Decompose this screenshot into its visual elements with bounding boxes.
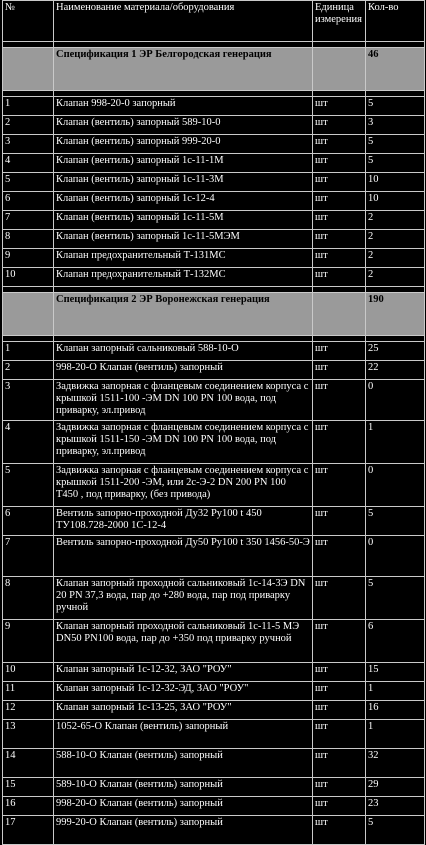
row-name: Вентиль запорно-проходной Ду50 Ру100 t 350 1456-50-Э	[54, 536, 313, 577]
row-num: 5	[3, 464, 54, 507]
row-name: Клапан запорный проходной сальниковый 1с-11-5 МЭ DN50 PN100 вода, пар до +350 под приварку ручной	[54, 620, 313, 663]
row-num: 11	[3, 682, 54, 701]
section-unit-cell	[313, 293, 366, 336]
row-num: 10	[3, 663, 54, 682]
row-qty: 1	[366, 720, 425, 749]
row-name: Клапан (вентиль) запорный 1с-11-3М	[54, 173, 313, 192]
row-num: 3	[3, 380, 54, 421]
table-row	[3, 211, 425, 230]
row-qty: 16	[366, 701, 425, 720]
row-qty: 25	[366, 342, 425, 361]
row-qty: 10	[366, 192, 425, 211]
row-name: 589-10-О Клапан (вентиль) запорный	[54, 778, 313, 797]
table-row	[3, 682, 425, 701]
row-qty: 5	[366, 507, 425, 536]
section-num-cell	[3, 48, 54, 91]
row-unit: шт	[313, 173, 366, 192]
row-num: 6	[3, 192, 54, 211]
row-qty: 10	[366, 173, 425, 192]
table-row	[3, 173, 425, 192]
table-row	[3, 268, 425, 287]
row-name: Клапан (вентиль) запорный 999-20-0	[54, 135, 313, 154]
row-num: 14	[3, 749, 54, 778]
row-qty: 15	[366, 663, 425, 682]
table-header-row	[3, 1, 425, 42]
row-name: Клапан 998-20-0 запорный	[54, 97, 313, 116]
row-num: 2	[3, 361, 54, 380]
row-unit: шт	[313, 154, 366, 173]
row-qty: 29	[366, 778, 425, 797]
row-unit: шт	[313, 268, 366, 287]
header-unit: Единица измерения	[313, 1, 366, 42]
row-num: 15	[3, 778, 54, 797]
row-unit: шт	[313, 211, 366, 230]
row-num: 10	[3, 268, 54, 287]
header-num: №	[3, 1, 54, 42]
row-qty: 5	[366, 154, 425, 173]
row-unit: шт	[313, 577, 366, 620]
row-qty: 32	[366, 749, 425, 778]
row-num: 12	[3, 701, 54, 720]
table-row	[3, 421, 425, 464]
table-row	[3, 620, 425, 663]
row-qty: 2	[366, 249, 425, 268]
row-unit: шт	[313, 536, 366, 577]
section-num-cell	[3, 293, 54, 336]
row-num: 4	[3, 154, 54, 173]
row-unit: шт	[313, 749, 366, 778]
row-num: 3	[3, 135, 54, 154]
row-unit: шт	[313, 682, 366, 701]
row-num: 13	[3, 720, 54, 749]
row-num: 1	[3, 97, 54, 116]
table-row	[3, 192, 425, 211]
row-name: Клапан (вентиль) запорный 1с-11-5М	[54, 211, 313, 230]
row-qty: 1	[366, 421, 425, 464]
row-qty: 5	[366, 816, 425, 845]
row-name: Клапан запорный сальниковый 588-10-О	[54, 342, 313, 361]
row-name: 1052-65-О Клапан (вентиль) запорный	[54, 720, 313, 749]
row-unit: шт	[313, 720, 366, 749]
table-row	[3, 464, 425, 507]
row-qty: 3	[366, 116, 425, 135]
row-name: Клапан запорный 1с-12-32, ЗАО "РОУ"	[54, 663, 313, 682]
section-title: Спецификация 2 ЭР Воронежская генерация	[54, 293, 313, 336]
row-unit: шт	[313, 620, 366, 663]
row-name: Клапан предохранительный Т-132МС	[54, 268, 313, 287]
row-unit: шт	[313, 192, 366, 211]
row-qty: 2	[366, 211, 425, 230]
row-unit: шт	[313, 116, 366, 135]
row-name: 588-10-О Клапан (вентиль) запорный	[54, 749, 313, 778]
row-name: 999-20-О Клапан (вентиль) запорный	[54, 816, 313, 845]
row-name: Клапан (вентиль) запорный 589-10-0	[54, 116, 313, 135]
row-name: Задвижка запорная с фланцевым соединением корпуса с крышкой 1511-200 -ЭМ, или 2с-Э-2 DN 200 PN 100 Т450 , под приварку, (без привода)	[54, 464, 313, 507]
table-row	[3, 816, 425, 845]
row-num: 7	[3, 536, 54, 577]
row-name: Вентиль запорно-проходной Ду32 Ру100 t 450 ТУ108.728-2000 1С-12-4	[54, 507, 313, 536]
row-num: 8	[3, 230, 54, 249]
table-row	[3, 507, 425, 536]
spec-table-container	[2, 0, 424, 845]
row-unit: шт	[313, 663, 366, 682]
row-qty: 0	[366, 380, 425, 421]
row-unit: шт	[313, 816, 366, 845]
row-num: 9	[3, 249, 54, 268]
specification-table	[2, 0, 425, 845]
header-name: Наименование материала/оборудования	[54, 1, 313, 42]
row-qty: 23	[366, 797, 425, 816]
row-name: Клапан запорный проходной сальниковый 1с-14-3Э DN 20 PN 37,3 вода, пар до +280 вода, пар под приварку ручной	[54, 577, 313, 620]
section-header-row	[3, 48, 425, 91]
row-name: Клапан запорный 1с-13-25, ЗАО "РОУ"	[54, 701, 313, 720]
row-qty: 2	[366, 230, 425, 249]
table-row	[3, 749, 425, 778]
row-num: 1	[3, 342, 54, 361]
row-unit: шт	[313, 97, 366, 116]
table-row	[3, 577, 425, 620]
section-unit-cell	[313, 48, 366, 91]
row-name: Клапан запорный 1с-12-32-ЭД, ЗАО "РОУ"	[54, 682, 313, 701]
table-row	[3, 536, 425, 577]
row-unit: шт	[313, 342, 366, 361]
row-num: 7	[3, 211, 54, 230]
row-qty: 2	[366, 268, 425, 287]
row-unit: шт	[313, 701, 366, 720]
row-qty: 0	[366, 536, 425, 577]
table-row	[3, 342, 425, 361]
row-unit: шт	[313, 797, 366, 816]
row-unit: шт	[313, 507, 366, 536]
row-num: 9	[3, 620, 54, 663]
row-num: 8	[3, 577, 54, 620]
row-unit: шт	[313, 361, 366, 380]
row-qty: 5	[366, 97, 425, 116]
table-row	[3, 663, 425, 682]
row-num: 5	[3, 173, 54, 192]
row-unit: шт	[313, 421, 366, 464]
row-name: Задвижка запорная с фланцевым соединением корпуса с крышкой 1511-150 -ЭМ DN 100 PN 100 вода, под приварку, эл.привод	[54, 421, 313, 464]
row-qty: 1	[366, 682, 425, 701]
section-title: Спецификация 1 ЭР Белгородская генерация	[54, 48, 313, 91]
row-qty: 5	[366, 577, 425, 620]
row-num: 6	[3, 507, 54, 536]
row-unit: шт	[313, 380, 366, 421]
table-row	[3, 380, 425, 421]
row-unit: шт	[313, 135, 366, 154]
row-num: 2	[3, 116, 54, 135]
section-total: 46	[366, 48, 425, 91]
row-unit: шт	[313, 230, 366, 249]
row-name: Клапан (вентиль) запорный 1с-11-1М	[54, 154, 313, 173]
row-num: 4	[3, 421, 54, 464]
table-row	[3, 701, 425, 720]
table-row	[3, 116, 425, 135]
table-row	[3, 154, 425, 173]
section-header-row	[3, 293, 425, 336]
row-qty: 0	[366, 464, 425, 507]
table-row	[3, 720, 425, 749]
row-num: 16	[3, 797, 54, 816]
row-name: 998-20-О Клапан (вентиль) запорный	[54, 797, 313, 816]
row-name: Клапан (вентиль) запорный 1с-12-4	[54, 192, 313, 211]
row-qty: 5	[366, 135, 425, 154]
row-qty: 6	[366, 620, 425, 663]
table-row	[3, 361, 425, 380]
table-row	[3, 797, 425, 816]
header-qty: Кол-во	[366, 1, 425, 42]
row-name: Клапан (вентиль) запорный 1с-11-5МЭМ	[54, 230, 313, 249]
table-row	[3, 97, 425, 116]
row-num: 17	[3, 816, 54, 845]
table-row	[3, 230, 425, 249]
row-unit: шт	[313, 778, 366, 797]
row-unit: шт	[313, 464, 366, 507]
row-name: 998-20-О Клапан (вентиль) запорный	[54, 361, 313, 380]
table-row	[3, 249, 425, 268]
row-unit: шт	[313, 249, 366, 268]
row-name: Задвижка запорная с фланцевым соединением корпуса с крышкой 1511-100 -ЭМ DN 100 PN 100 вода, под приварку, эл.привод	[54, 380, 313, 421]
table-row	[3, 778, 425, 797]
row-name: Клапан предохранительный Т-131МС	[54, 249, 313, 268]
row-qty: 22	[366, 361, 425, 380]
table-row	[3, 135, 425, 154]
section-total: 190	[366, 293, 425, 336]
